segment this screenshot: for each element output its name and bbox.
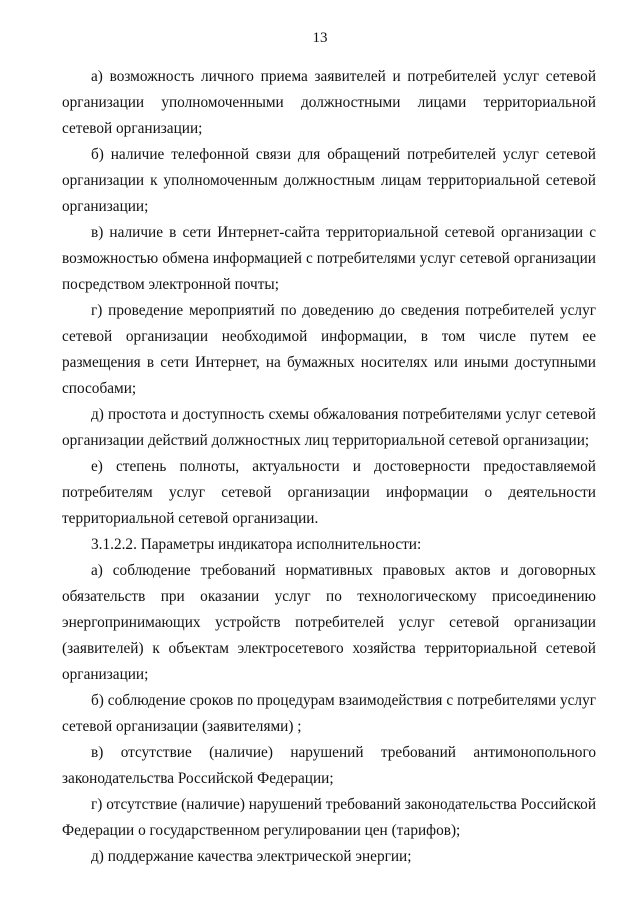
- paragraph-a-personal-reception: а) возможность личного приема заявителей и потребителей услуг сетевой организации уполномоченными должностными лицами территориальной сетевой организации;: [62, 68, 596, 137]
- paragraph-v-website: в) наличие в сети Интернет-сайта территориальной сетевой организации с возможностью обмена информацией с потребителями услуг сетевой организации посредством электронной почты;: [62, 224, 596, 293]
- paragraph-e-information-completeness: е) степень полноты, актуальности и достоверности предоставляемой потребителям услуг сетевой организации информации о деятельности территориальной сетевой организации.: [62, 458, 596, 527]
- document-body: [62, 64, 596, 870]
- paragraph-g-price-regulation: г) отсутствие (наличие) нарушений требований законодательства Российской Федерации о государственном регулировании цен (тарифов);: [62, 796, 596, 839]
- paragraph-b-telephone: б) наличие телефонной связи для обращений потребителей услуг сетевой организации к уполномоченным должностным лицам территориальной сетевой организации;: [62, 146, 596, 215]
- paragraph-b-deadlines: б) соблюдение сроков по процедурам взаимодействия с потребителями услуг сетевой организации (заявителями) ;: [62, 692, 596, 735]
- paragraph-a-compliance-requirements: а) соблюдение требований нормативных правовых актов и договорных обязательств при оказании услуг по технологическому присоединению энергопринимающих устройств потребителей услуг сетевой организации (заявителей) к объектам электросетевого хозяйства территориальной сетевой организации;: [62, 562, 596, 683]
- paragraph-g-information-events: г) проведение мероприятий по доведению до сведения потребителей услуг сетевой организации необходимой информации, в том числе путем ее размещения в сети Интернет, на бумажных носителях или иными доступными способами;: [62, 302, 596, 397]
- page-number: 13: [312, 30, 328, 46]
- paragraph-v-antimonopoly: в) отсутствие (наличие) нарушений требований антимонопольного законодательства Российской Федерации;: [62, 744, 596, 787]
- paragraph-d-energy-quality: д) поддержание качества электрической энергии;: [91, 848, 412, 865]
- section-heading-3-1-2-2: 3.1.2.2. Параметры индикатора исполнительности:: [91, 536, 422, 553]
- paragraph-d-appeal-scheme: д) простота и доступность схемы обжалования потребителями услуг сетевой организации действий должностных лиц территориальной сетевой организации;: [62, 406, 596, 449]
